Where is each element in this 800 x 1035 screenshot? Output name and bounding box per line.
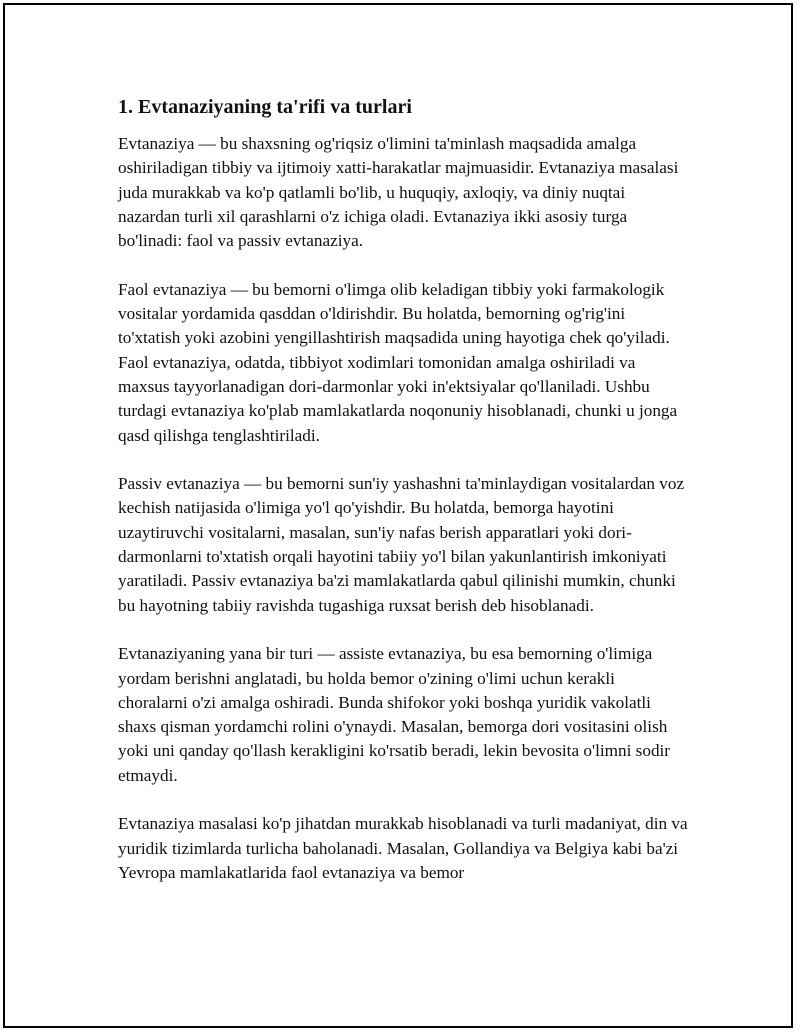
paragraph-definition: Evtanaziya — bu shaxsning og'riqsiz o'limini ta'minlash maqsadida amalga oshiriladigan tibbiy va ijtimoiy xatti-harakatlar majmuasidir. Evtanaziya masalasi juda murakkab va ko'p qatlamli bo'lib, u huquqiy, axloqiy, va diniy nuqtai nazardan turli xil qarashlarni o'z ichiga oladi. Evtanaziya ikki asosiy turga bo'linadi: faol va passiv evtanaziya. — [118, 134, 679, 251]
section-heading: 1. Evtanaziyaning ta'rifi va turlari — [118, 96, 412, 118]
paragraph-legal-context: Evtanaziya masalasi ko'p jihatdan murakkab hisoblanadi va turli madaniyat, din va yuridik tizimlarda turlicha baholanadi. Masalan, Gollandiya va Belgiya kabi ba'zi Yevropa mamlakatlarida faol evtanaziya va bemor — [118, 814, 688, 882]
document-body — [118, 94, 688, 910]
paragraph-passive-euthanasia: Passiv evtanaziya — bu bemorni sun'iy yashashni ta'minlaydigan vositalardan voz kechish natijasida o'limiga yo'l qo'yishdir. Bu holatda, bemorga hayotini uzaytiruvchi vositalarni, masalan, sun'iy nafas berish apparatlari yoki dori-darmonlarni to'xtatish orqali hayotini tabiiy yo'l bilan yakunlantirish imkoniyati yaratiladi. Passiv evtanaziya ba'zi mamlakatlarda qabul qilinishi mumkin, chunki bu hayotning tabiiy ravishda tugashiga ruxsat berish deb hisoblanadi. — [118, 474, 685, 615]
paragraph-active-euthanasia: Faol evtanaziya — bu bemorni o'limga olib keladigan tibbiy yoki farmakologik vositalar yordamida qasddan o'ldirishdir. Bu holatda, bemorning og'rig'ini to'xtatish yoki azobini yengillashtirish maqsadida uning hayotiga chek qo'yiladi. Faol evtanaziya, odatda, tibbiyot xodimlari tomonidan amalga oshiriladi va maxsus tayyorlanadigan dori-darmonlar yoki in'ektsiyalar qo'llaniladi. Ushbu turdagi evtanaziya ko'plab mamlakatlarda noqonuniy hisoblanadi, chunki u jonga qasd qilishga tenglashtiriladi. — [118, 279, 678, 445]
paragraph-assisted-euthanasia: Evtanaziyaning yana bir turi — assiste evtanaziya, bu esa bemorning o'limiga yordam berishni anglatadi, bu holda bemor o'zining o'limi uchun kerakli choralarni o'zi amalga oshiradi. Bunda shifokor yoki boshqa yuridik vakolatli shaxs qisman yordamchi rolini o'ynaydi. Masalan, bemorga dori vositasini olish yoki uni qanday qo'llash kerakligini ko'rsatib beradi, lekin bevosita o'limni sodir etmaydi. — [118, 644, 671, 785]
